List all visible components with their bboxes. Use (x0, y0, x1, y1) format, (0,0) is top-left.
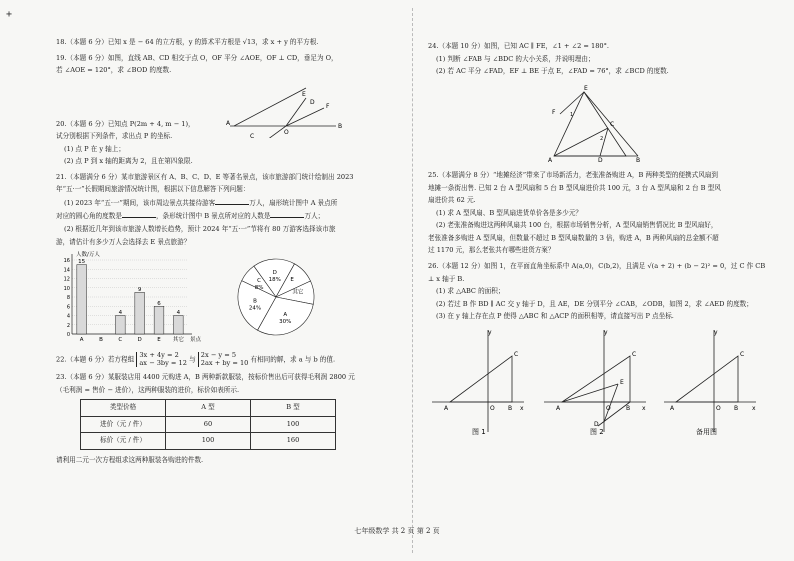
q19-figure (226, 68, 346, 138)
table-row (81, 433, 336, 450)
table-header-cell: A 型 (166, 400, 251, 417)
table-cell: 100 (251, 416, 336, 433)
equation-system-2 (198, 352, 249, 367)
question-26 (428, 262, 766, 446)
svg-text:D: D (310, 99, 315, 106)
slice-value-label: 24% (248, 305, 262, 312)
q21-line5: (2) 根据近几年到该市旅游人数增长趋势，预计 2024 年“五·一”节将有 80 万游客选择该市旅 (64, 225, 336, 234)
answer-blank (215, 198, 249, 205)
svg-text:A: A (670, 404, 675, 412)
y-tick-label: 10 (63, 285, 70, 292)
q22-text: 与 (189, 355, 196, 364)
q21-charts (56, 250, 406, 346)
bar (77, 265, 87, 334)
bar (174, 316, 184, 335)
q25-line3: 扇进价共 62 元. (428, 196, 476, 205)
pie-chart (231, 252, 321, 342)
x-tick-label: E (157, 337, 161, 344)
y-tick-label: 14 (63, 267, 70, 274)
question-25 (428, 171, 763, 256)
q25-line6: 老张准备多购进 A 型风扇，但数量不超过 B 型风扇数量的 3 倍，购进 A，B 两种风扇的总金额不超 (428, 233, 719, 242)
svg-text:O: O (490, 404, 495, 412)
q19-line1: 19.（本题 6 分）如图，直线 AB、CD 相交于点 O，OF 平分 ∠AOE，OF ⊥ CD，垂足为 O， (56, 53, 338, 62)
crop-mark: + (6, 9, 13, 20)
q21-text: (1) 2023 年“五·一”期间，该市周边景点共接待游客 (64, 198, 216, 207)
x-tick-label: B (99, 337, 103, 344)
table-cell: 进价（元 / 件） (81, 416, 166, 433)
svg-text:C: C (632, 350, 637, 358)
svg-text:B: B (626, 404, 631, 412)
equation: 2x − y = 5 (200, 351, 237, 360)
price-table (80, 399, 336, 450)
x-tick-label: C (118, 337, 123, 344)
svg-text:y: y (714, 328, 718, 336)
svg-text:C: C (610, 120, 615, 128)
slice-label: B (253, 298, 257, 305)
y-tick-label: 2 (66, 322, 70, 329)
q26-line1: 26.（本题 12 分）如图 1，在平面直角坐标系中 A(a,0)，C(b,2)，且满足 √(a + 2) + (b − 2)² = 0，过 C 作 CB (428, 262, 766, 271)
table-header-cell: 类型价格 (81, 400, 166, 417)
q21-text: 万人； (304, 212, 325, 221)
svg-text:A: A (444, 404, 449, 412)
svg-text:y: y (604, 328, 608, 336)
left-column (56, 38, 406, 472)
coordinate-figure-1 (428, 326, 528, 436)
coordinate-figure-backup (660, 326, 760, 436)
svg-text:A: A (226, 120, 231, 127)
coordinate-figure-2 (540, 326, 650, 436)
q26-line5: (3) 在 y 轴上存在点 P 使得 △ABC 和 △ACP 的面积相等，请直接写出 P 点坐标. (436, 312, 674, 321)
svg-text:E: E (584, 84, 588, 92)
x-tick-label: 其它 (172, 337, 184, 344)
q25-line1: 25.（本题满分 8 分）“地摊经济”带来了市场新活力，老张准备购进 A，B 两种类型的便携式风扇到 (428, 171, 718, 180)
q26-line4: (2) 若过 B 作 BD ∥ AC 交 y 轴于 D，且 AE，DE 分别平分 ∠CAB，∠ODB，如图 2，求 ∠AED 的度数； (436, 299, 753, 308)
table-cell: 60 (166, 416, 251, 433)
answer-blank (122, 211, 156, 218)
q20-line3: (1) 点 P 在 y 轴上； (64, 144, 125, 153)
y-tick-label: 6 (66, 304, 70, 311)
q20-line1: 20.（本题 6 分）已知点 P(2m + 4, m − 1)， (56, 119, 195, 128)
q21-line1: 21.（本题满分 6 分）某市旅游景区有 A、B、C、D、E 等著名景点，该市旅游部门统计绘制出 2023 (56, 172, 354, 181)
table-header-cell: B 型 (251, 400, 336, 417)
svg-text:E: E (302, 91, 306, 98)
table-row (81, 416, 336, 433)
svg-text:E: E (620, 378, 624, 386)
q21-line2: 年“五·一”长假期间旅游情况统计图，根据以下信息解答下列问题： (56, 185, 250, 194)
question-24 (428, 42, 763, 165)
q22-text: 有相同的解，求 a 与 b 的值. (250, 355, 336, 364)
data-label: 9 (137, 286, 142, 293)
svg-text:B: B (734, 404, 739, 412)
slice-label: D (272, 270, 277, 277)
slice-value-label: 18% (268, 277, 281, 284)
bar (135, 292, 145, 334)
svg-text:O: O (606, 404, 611, 412)
svg-text:x: x (642, 404, 646, 412)
svg-text:B: B (338, 123, 343, 130)
fold-line (412, 8, 413, 553)
equation: 3x + 4y = 2 (139, 351, 179, 360)
q23-line1: 23.（本题 6 分）某服装店用 4400 元购进 A，B 两种新款服装，按标价售出后可获得毛利润 2800 元 (56, 373, 355, 382)
svg-text:C: C (740, 350, 745, 358)
q21-text: 对应的圆心角的度数是 (56, 212, 122, 221)
q21-text: 万人，扇形统计图中 A 景点所 (249, 198, 338, 207)
question-21 (56, 173, 406, 346)
page-footer: 七年级数学 共 2 页 第 2 页 (354, 527, 440, 535)
q21-text: ，条形统计图中 B 景点所对应的人数是 (155, 212, 271, 221)
y-tick-label: 8 (66, 295, 70, 302)
y-tick-label: 4 (66, 313, 70, 320)
question-18 (56, 38, 406, 48)
svg-text:F: F (326, 103, 330, 110)
q26-line3: (1) 求 △ABC 的面积； (436, 287, 505, 296)
svg-text:C: C (250, 133, 255, 138)
bar (116, 316, 126, 335)
slice-value-label: 8% (254, 284, 264, 291)
svg-text:1: 1 (570, 111, 574, 118)
svg-text:A: A (548, 156, 553, 162)
svg-text:O: O (284, 129, 289, 136)
svg-text:x: x (752, 404, 756, 412)
table-cell: 160 (251, 433, 336, 450)
slice-label: C (257, 277, 262, 284)
x-tick-label: A (79, 337, 84, 344)
question-22 (56, 352, 406, 367)
figure-caption: 图 2 (590, 427, 604, 436)
q21-line3 (56, 198, 406, 209)
data-label: 4 (118, 310, 123, 317)
q25-line7: 过 1170 元，那么老张共有哪些进货方案？ (428, 246, 555, 255)
svg-text:O: O (716, 404, 721, 412)
q24-line2: (1) 判断 ∠FAB 与 ∠BDC 的大小关系，并说明理由； (436, 54, 595, 63)
equation: 2ax + by = 10 (200, 358, 249, 367)
q21-line6: 游，请估计有多少万人会选择去 E 景点旅游？ (56, 237, 191, 246)
svg-text:D: D (598, 156, 603, 162)
q23-line2: （毛利润 = 售价 − 进价），这两种服装的进价，标价如表所示. (56, 385, 240, 394)
question-23 (56, 373, 406, 465)
q20-line2: 试分别根据下列条件，求出点 P 的坐标. (56, 132, 173, 141)
table-header-row (81, 400, 336, 417)
answer-blank (270, 211, 304, 218)
svg-text:x: x (520, 404, 524, 412)
q26-figures (428, 326, 763, 446)
q22-line (56, 352, 406, 367)
q24-line3: (2) 若 AC 平分 ∠FAD，EF ⊥ BE 于点 E，∠FAD = 76°，求 ∠BCD 的度数. (436, 67, 669, 76)
data-label: 4 (176, 310, 181, 317)
svg-text:y: y (488, 328, 492, 336)
q23-line3: 请利用二元一次方程组求这两种服装各购进的件数. (56, 456, 204, 464)
y-tick-label: 0 (66, 332, 70, 339)
q26-line2: ⊥ x 轴于 B. (428, 274, 465, 283)
svg-text:B: B (508, 404, 513, 412)
q20-line4: (2) 点 P 到 x 轴的距离为 2，且在第四象限. (64, 157, 193, 166)
q18-text: 18.（本题 6 分）已知 x 是 − 64 的立方根，y 的算术平方根是 √13，求 x + y 的平方根. (56, 38, 319, 46)
data-label: 15 (78, 259, 86, 266)
figure-caption: 备用图 (696, 427, 717, 436)
slice-label: E (290, 277, 294, 284)
table-cell: 标价（元 / 件） (81, 433, 166, 450)
equation-system-1 (136, 352, 187, 367)
slice-value-label: 30% (279, 319, 292, 326)
equation: ax − 3by = 12 (139, 358, 187, 367)
bar (154, 306, 164, 334)
bar-chart (56, 250, 206, 346)
svg-text:B: B (636, 156, 641, 162)
q25-line4: (1) 求 A 型风扇、B 型风扇进货单价各是多少元？ (436, 208, 583, 217)
svg-text:F: F (552, 108, 556, 116)
x-axis-label: 景点 (190, 337, 202, 344)
q24-line1: 24.（本题 10 分）如图，已知 AC ∥ FE，∠1 + ∠2 = 180°. (428, 42, 609, 50)
table-cell: 100 (166, 433, 251, 450)
x-tick-label: D (137, 337, 142, 344)
q19-line2: 若 ∠AOE = 120°，求 ∠BOD 的度数. (56, 66, 172, 75)
y-tick-label: 16 (63, 258, 70, 265)
right-column (428, 42, 766, 452)
svg-text:D: D (594, 420, 599, 428)
figure-caption: 图 1 (472, 427, 486, 436)
slice-label: 其它 (292, 289, 304, 296)
q22-text: 22.（本题 6 分）若方程组 (56, 355, 135, 364)
svg-text:2: 2 (600, 135, 604, 142)
y-tick-label: 12 (63, 276, 70, 283)
slice-label: A (283, 312, 288, 319)
q25-line5: (2) 老张准备购进这两种风扇共 100 台，根据市场销售分析，A 型风扇销售情况比 B 型风扇好， (436, 221, 718, 230)
q24-figure (538, 80, 648, 162)
y-axis-label: 人数/万人 (76, 252, 100, 259)
q21-line4 (56, 211, 406, 222)
data-label: 6 (157, 300, 161, 307)
svg-text:A: A (556, 404, 561, 412)
svg-text:C: C (514, 350, 519, 358)
q25-line2: 地摊一条街出售. 已知 2 台 A 型风扇和 5 台 B 型风扇进价共 100 元，3 台 A 型风扇和 2 台 B 型风 (428, 183, 721, 192)
